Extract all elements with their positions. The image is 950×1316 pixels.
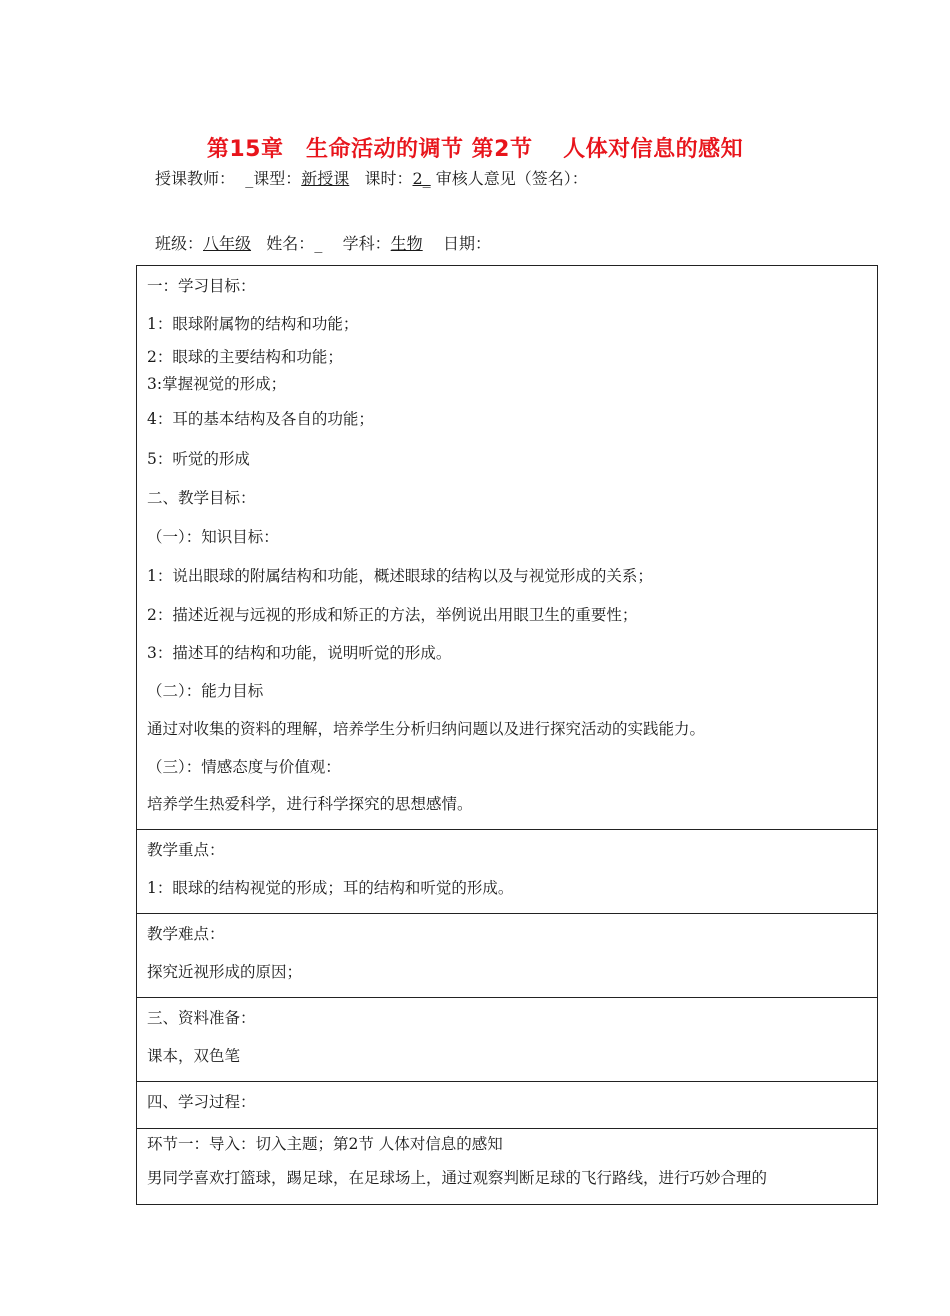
teaching-goals-heading: 二、教学目标： <box>147 489 256 507</box>
difficulties-text: 探究近视形成的原因； <box>147 963 303 981</box>
key-points-text: 1：眼球的结构视觉的形成；耳的结构和听觉的形成。 <box>147 879 514 897</box>
subject-value: 生物 <box>390 234 423 253</box>
process-heading: 四、学习过程： <box>147 1093 256 1111</box>
key-points-heading: 教学重点： <box>147 841 225 859</box>
lesson-type-label: 课型： <box>253 169 302 188</box>
difficulties-heading: 教学难点： <box>147 925 225 943</box>
lesson-info-line <box>155 166 588 189</box>
student-info-line <box>155 231 491 254</box>
lesson-plan-table <box>136 265 878 1205</box>
period-label: 课时： <box>364 169 413 188</box>
step-one-row <box>137 1129 878 1205</box>
key-points-row <box>137 830 878 914</box>
teacher-label: 授课教师： <box>155 169 236 188</box>
subject-label: 学科： <box>342 234 391 253</box>
class-label: 班级： <box>155 234 204 253</box>
name-label: 姓名： <box>266 234 315 253</box>
materials-heading: 三、资料准备： <box>147 1009 256 1027</box>
name-value: _ <box>314 234 323 253</box>
step-one-cell <box>137 1129 878 1205</box>
knowledge-goal-item: 3：描述耳的结构和功能，说明听觉的形成。 <box>147 644 452 662</box>
difficulties-row <box>137 914 878 998</box>
knowledge-goals-heading: （一）：知识目标： <box>147 528 279 546</box>
step-one-text: 男同学喜欢打篮球，踢足球，在足球场上，通过观察判断足球的飞行路线，进行巧妙合理的 <box>147 1169 768 1187</box>
lesson-type-value: 新授课 <box>301 169 350 188</box>
knowledge-goal-item: 1：说出眼球的附属结构和功能，概述眼球的结构以及与视觉形成的关系； <box>147 567 653 585</box>
knowledge-goal-item: 2：描述近视与远视的形成和矫正的方法，举例说出用眼卫生的重要性； <box>147 606 638 624</box>
page-title: 第15章 生命活动的调节 第2节 人体对信息的感知 <box>206 137 744 162</box>
emotion-goals-text: 培养学生热爱科学，进行科学探究的思想感情。 <box>147 795 473 813</box>
goals-row <box>137 266 878 830</box>
learning-goal-item: 2：眼球的主要结构和功能； <box>147 348 343 366</box>
goals-cell <box>137 266 878 830</box>
period-value: 2_ <box>412 169 431 188</box>
learning-goals-heading: 一：学习目标： <box>147 277 256 295</box>
learning-goal-item: 5：听觉的形成 <box>147 450 250 468</box>
materials-cell <box>137 998 878 1082</box>
materials-row <box>137 998 878 1082</box>
teacher-value: _ <box>245 169 254 188</box>
difficulties-cell <box>137 914 878 998</box>
class-value: 八年级 <box>203 234 252 253</box>
ability-goals-text: 通过对收集的资料的理解，培养学生分析归纳问题以及进行探究活动的实践能力。 <box>147 720 706 738</box>
emotion-goals-heading: （三）：情感态度与价值观： <box>147 758 341 776</box>
process-cell <box>137 1082 878 1129</box>
review-label: 审核人意见（签名）： <box>435 169 588 188</box>
process-row <box>137 1082 878 1129</box>
ability-goals-heading: （二）：能力目标 <box>147 682 264 700</box>
learning-goal-item: 3:掌握视觉的形成； <box>147 375 287 393</box>
learning-goal-item: 1：眼球附属物的结构和功能； <box>147 315 359 333</box>
learning-goal-item: 4：耳的基本结构及各自的功能； <box>147 410 374 428</box>
step-one-heading: 环节一：导入：切入主题；第2节 人体对信息的感知 <box>147 1135 503 1153</box>
date-label: 日期： <box>443 234 492 253</box>
materials-text: 课本，双色笔 <box>147 1047 241 1065</box>
key-points-cell <box>137 830 878 914</box>
